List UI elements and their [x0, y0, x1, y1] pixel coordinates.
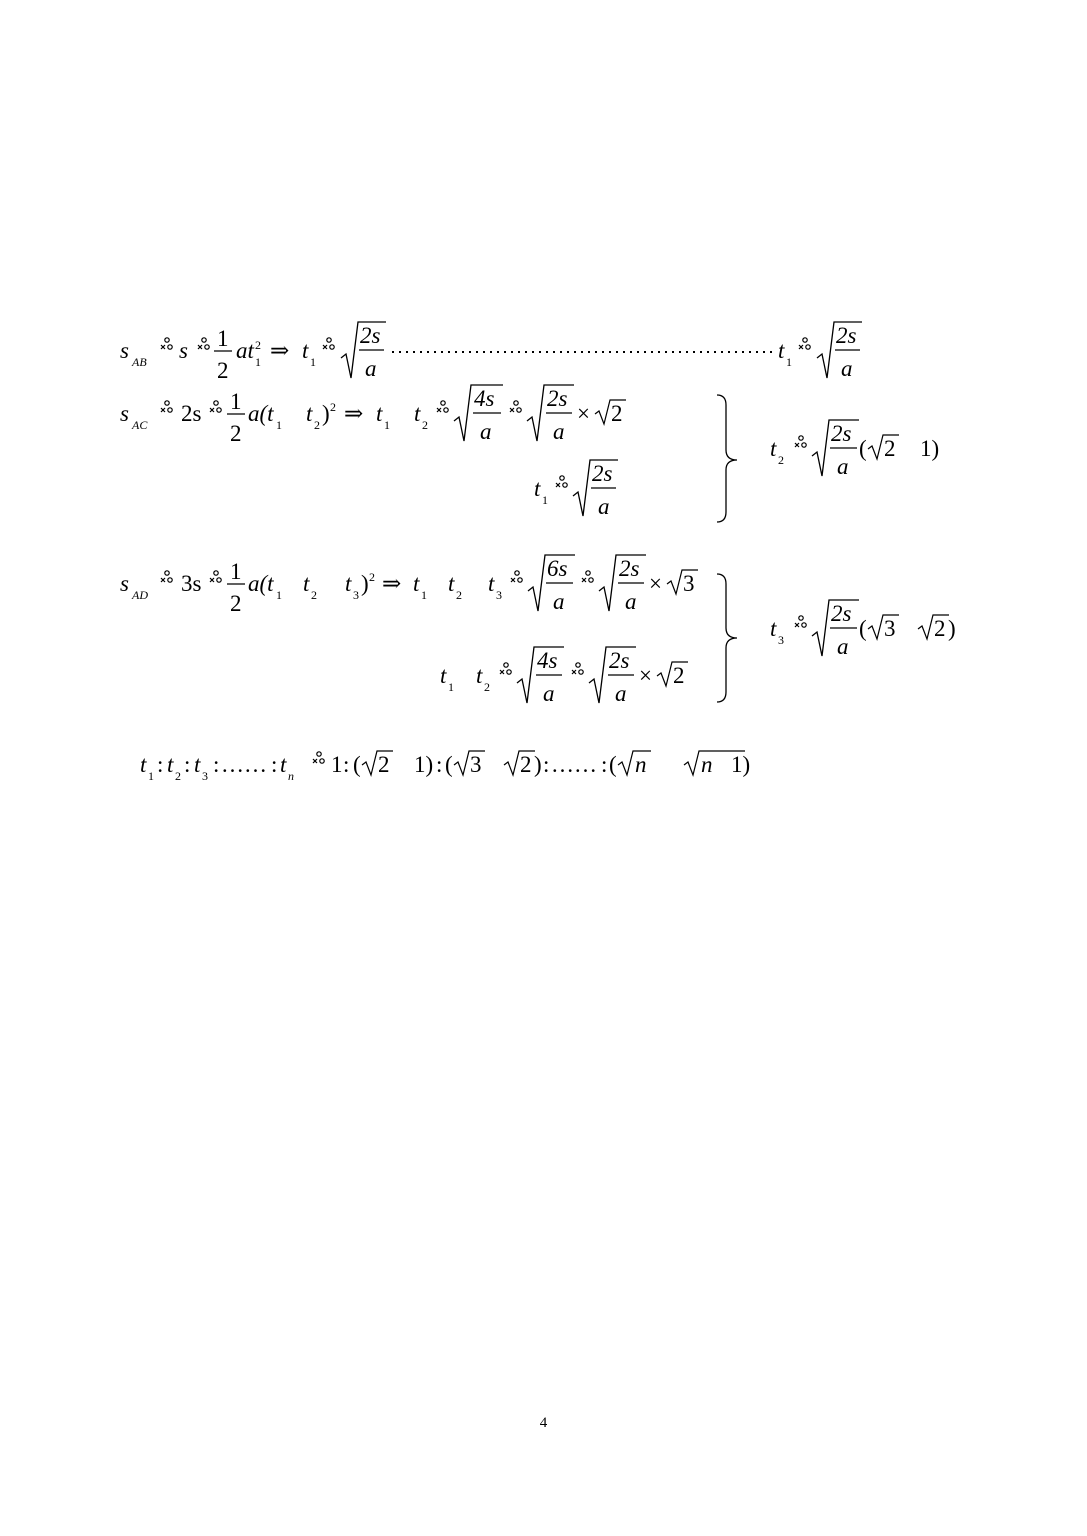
equals-symbol: [799, 338, 810, 349]
subscript: 1: [276, 418, 282, 432]
fraction-numerator: 1: [230, 559, 242, 584]
var-s: s: [120, 571, 129, 596]
fraction-numerator: 4s: [474, 386, 495, 411]
tail: 1): [731, 752, 751, 777]
fraction-numerator: 4s: [537, 648, 558, 673]
subscript: n: [288, 769, 294, 783]
equals-symbol: [210, 401, 221, 412]
var-t: t: [345, 571, 352, 596]
fraction-denominator: a: [615, 681, 627, 706]
radicand: 2: [611, 401, 623, 426]
radicand: n: [635, 752, 647, 777]
colon: :: [343, 752, 350, 777]
fraction-numerator: 2s: [547, 386, 568, 411]
subscript: 2: [311, 588, 317, 602]
equation-line-2b: [534, 460, 618, 519]
fraction-denominator: a: [837, 454, 849, 479]
number-one: 1: [331, 752, 343, 777]
fraction-numerator: 2s: [831, 601, 852, 626]
radicand: 2: [884, 436, 896, 461]
subscript: 2: [314, 418, 320, 432]
colon: :: [271, 752, 278, 777]
var-t: t: [778, 338, 785, 363]
var-t: t: [440, 663, 447, 688]
radicand: 2: [673, 663, 685, 688]
right-brace: [717, 395, 737, 522]
colon: :: [543, 752, 550, 777]
page-number: 4: [539, 1415, 548, 1431]
fraction-denominator: a: [841, 356, 853, 381]
subscript: 1: [542, 493, 548, 507]
implies-arrow: ⇒: [382, 571, 402, 596]
fraction-numerator: 2s: [360, 323, 381, 348]
fraction-numerator: 2s: [831, 421, 852, 446]
subscript: 2: [175, 769, 181, 783]
subscript: 3: [496, 588, 502, 602]
superscript: 2: [330, 400, 336, 414]
colon: :: [157, 752, 164, 777]
fraction-numerator: 2s: [836, 323, 857, 348]
equals-symbol: [210, 571, 221, 582]
fraction-denominator: a: [543, 681, 555, 706]
close-paren: ): [361, 571, 369, 596]
var-s: s: [179, 338, 188, 363]
open-paren: (: [609, 752, 617, 777]
fraction-denominator: 2: [217, 358, 229, 383]
colon: :: [436, 752, 443, 777]
equals-symbol: [313, 752, 324, 763]
superscript: 2: [255, 338, 261, 352]
fraction-denominator: a: [365, 356, 377, 381]
equals-symbol: [795, 616, 806, 627]
tail: 1): [414, 752, 434, 777]
fraction-numerator: 2s: [619, 556, 640, 581]
implies-arrow: ⇒: [344, 401, 364, 426]
fraction-denominator: 2: [230, 421, 242, 446]
var-t: t: [302, 338, 309, 363]
subscript: 3: [353, 588, 359, 602]
var-t: t: [488, 571, 495, 596]
times-sign: ×: [649, 571, 662, 596]
subscript: 1: [786, 355, 792, 369]
fraction-numerator: 1: [217, 326, 229, 351]
equation-line-3b: [440, 647, 688, 706]
var-t: t: [140, 752, 147, 777]
fraction-numerator: 1: [230, 389, 242, 414]
equals-symbol: [198, 338, 209, 349]
equals-symbol: [323, 338, 334, 349]
var-t: t: [376, 401, 383, 426]
subscript: 3: [778, 633, 784, 647]
expression: a(t: [248, 401, 274, 426]
equals-symbol: [161, 401, 172, 412]
var-t: t: [534, 476, 541, 501]
implies-arrow: ⇒: [270, 338, 290, 363]
fraction-denominator: 2: [230, 591, 242, 616]
equals-symbol: [582, 571, 593, 582]
colon: :: [184, 752, 191, 777]
result-t2: [770, 420, 939, 479]
fraction-numerator: 6s: [547, 556, 568, 581]
radicand: 3: [470, 752, 482, 777]
equals-symbol: [161, 338, 172, 349]
open-paren: (: [859, 436, 867, 461]
var-t: t: [167, 752, 174, 777]
equals-symbol: [556, 476, 567, 487]
var-t: t: [306, 401, 313, 426]
ratio-line: [140, 751, 750, 783]
times-sign: ×: [577, 401, 590, 426]
equation-line-3: [120, 555, 698, 616]
var-t: t: [770, 436, 777, 461]
subscript: 2: [456, 588, 462, 602]
equation-line-2: [120, 385, 626, 446]
subscript: 1: [421, 588, 427, 602]
equals-symbol: [511, 571, 522, 582]
coefficient: 2s: [181, 401, 202, 426]
subscript: 1: [148, 769, 154, 783]
equals-symbol: [795, 436, 806, 447]
var-t: t: [280, 752, 287, 777]
close-paren: ): [534, 752, 542, 777]
tail: 1): [920, 436, 940, 461]
colon: :: [213, 752, 220, 777]
subscript: 1: [255, 355, 261, 369]
fraction-denominator: a: [625, 589, 637, 614]
fraction-denominator: a: [480, 419, 492, 444]
subscript: 1: [384, 418, 390, 432]
subscript: 1: [276, 588, 282, 602]
close-paren: ): [948, 616, 956, 641]
fraction-numerator: 2s: [609, 648, 630, 673]
radicand: n: [701, 752, 713, 777]
subscript: 3: [202, 769, 208, 783]
radicand: 3: [884, 616, 896, 641]
open-paren: (: [859, 616, 867, 641]
subscript-ac: AC: [132, 418, 148, 432]
var-t: t: [448, 571, 455, 596]
times-sign: ×: [639, 663, 652, 688]
var-t: t: [770, 616, 777, 641]
expression: a(t: [248, 571, 274, 596]
result-t3: [770, 600, 956, 659]
var-t: t: [303, 571, 310, 596]
var-s: s: [120, 401, 129, 426]
colon: :: [601, 752, 608, 777]
fraction-numerator: 2s: [592, 461, 613, 486]
fraction-denominator: a: [598, 494, 610, 519]
close-paren: ): [322, 401, 330, 426]
right-brace: [717, 574, 737, 702]
subscript: 1: [310, 355, 316, 369]
radicand: 3: [683, 571, 695, 596]
subscript: 2: [484, 680, 490, 694]
var-s: s: [120, 338, 129, 363]
fraction-denominator: a: [837, 634, 849, 659]
radicand: 2: [520, 752, 532, 777]
subscript: 1: [448, 680, 454, 694]
var-t: t: [413, 571, 420, 596]
fraction-denominator: a: [553, 589, 565, 614]
coefficient: 3s: [181, 571, 202, 596]
equals-symbol: [161, 571, 172, 582]
subscript: 2: [778, 453, 784, 467]
var-t: t: [414, 401, 421, 426]
ellipsis: ……: [551, 752, 597, 777]
open-paren: (: [353, 752, 361, 777]
equals-symbol: [437, 401, 448, 412]
subscript-ab: AB: [132, 355, 147, 369]
ellipsis: ……: [221, 752, 267, 777]
subscript-ad: AD: [132, 588, 148, 602]
equals-symbol: [500, 663, 511, 674]
var-t: t: [476, 663, 483, 688]
superscript: 2: [369, 570, 375, 584]
equals-symbol: [572, 663, 583, 674]
equals-symbol: [510, 401, 521, 412]
term-at: at: [236, 338, 254, 363]
equation-line-1: [120, 322, 862, 383]
var-t: t: [194, 752, 201, 777]
open-paren: (: [445, 752, 453, 777]
radicand: 2: [378, 752, 390, 777]
subscript: 2: [422, 418, 428, 432]
fraction-denominator: a: [553, 419, 565, 444]
radicand: 2: [934, 616, 946, 641]
